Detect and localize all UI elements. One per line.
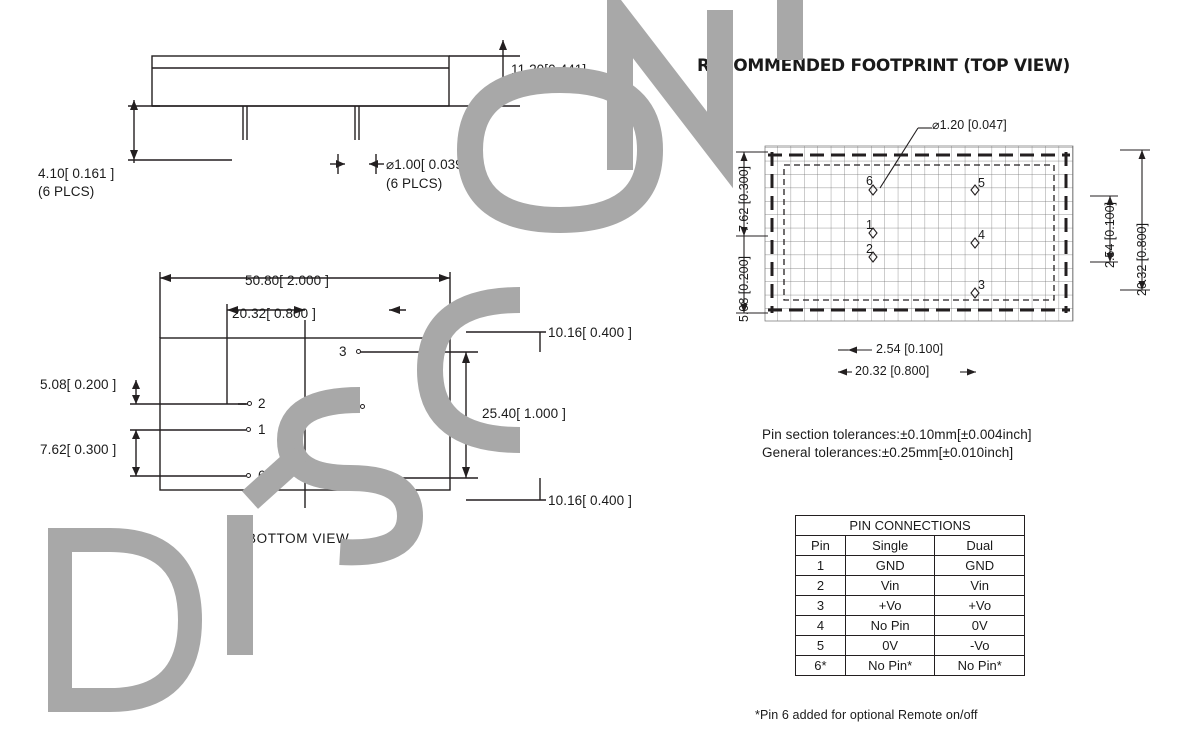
tolerance-line-1: Pin section tolerances:±0.10mm[±0.004inch] bbox=[762, 427, 1032, 442]
footprint-pad-label-6: 6 bbox=[866, 174, 874, 188]
side-view-height-dim: 11.20[0.441] bbox=[511, 62, 587, 77]
bottom-view-pin-label-5: 5 bbox=[334, 468, 342, 483]
footprint-pad-label-2: 2 bbox=[866, 242, 874, 256]
footprint-pad-label-4: 4 bbox=[978, 228, 986, 242]
single-cell: +Vo bbox=[845, 596, 935, 616]
bottom-view-bottom-offset-dim: 10.16[ 0.400 ] bbox=[548, 493, 632, 508]
dual-cell: 0V bbox=[935, 616, 1025, 636]
side-view-lead-length-dim: 4.10[ 0.161 ] bbox=[38, 166, 115, 181]
single-cell: No Pin* bbox=[845, 656, 935, 676]
single-cell: No Pin bbox=[845, 616, 935, 636]
pin-cell: 6* bbox=[796, 656, 846, 676]
pin-cell: 3 bbox=[796, 596, 846, 616]
single-cell: GND bbox=[845, 556, 935, 576]
bottom-view-pin-label-1: 1 bbox=[258, 422, 266, 437]
bottom-view-pin-label-3: 3 bbox=[339, 344, 347, 359]
bottom-view-inner-width-dim: 20.32[ 0.800 ] bbox=[232, 306, 316, 321]
pin-table-footnote: *Pin 6 added for optional Remote on/off bbox=[755, 708, 978, 722]
footprint-left-dim-bottom: 5.08 [0.200] bbox=[737, 255, 751, 322]
side-view-lead-diameter-value: 1.00[ 0.039 ] bbox=[394, 157, 471, 172]
table-row bbox=[796, 556, 1025, 576]
footprint-bottom-dim-inner: 2.54 [0.100] bbox=[876, 342, 944, 356]
footprint-bottom-dim-outer: 20.32 [0.800] bbox=[855, 364, 930, 378]
pin-table-title-row bbox=[796, 516, 1025, 536]
dual-cell: GND bbox=[935, 556, 1025, 576]
side-view-lead-diameter-note: (6 PLCS) bbox=[386, 176, 443, 191]
pin-cell: 2 bbox=[796, 576, 846, 596]
footprint-right-dim-bottom: 20.32 [0.800] bbox=[1135, 223, 1149, 296]
bottom-view-left-top-dim: 5.08[ 0.200 ] bbox=[40, 377, 117, 392]
tolerance-line-2: General tolerances:±0.25mm[±0.010inch] bbox=[762, 445, 1014, 460]
table-row bbox=[796, 656, 1025, 676]
dual-cell: -Vo bbox=[935, 636, 1025, 656]
bottom-view-label: BOTTOM VIEW bbox=[247, 531, 350, 546]
pin-table-title: PIN CONNECTIONS bbox=[796, 516, 1025, 536]
footprint-pad-label-5: 5 bbox=[978, 176, 986, 190]
side-view-lead-length-note: (6 PLCS) bbox=[38, 184, 95, 199]
dual-cell: No Pin* bbox=[935, 656, 1025, 676]
pin-table-header-row bbox=[796, 536, 1025, 556]
single-cell: Vin bbox=[845, 576, 935, 596]
bottom-view-top-offset-dim: 10.16[ 0.400 ] bbox=[548, 325, 632, 340]
pin-table-col-dual: Dual bbox=[935, 536, 1025, 556]
table-row bbox=[796, 576, 1025, 596]
footprint-hole-diameter-dim: ⌀1.20 [0.047] bbox=[932, 118, 1007, 132]
pin-cell: 1 bbox=[796, 556, 846, 576]
footprint-left-dim-top: 7.62 [0.300] bbox=[737, 165, 751, 232]
diameter-symbol-icon: ⌀ bbox=[386, 157, 395, 172]
footprint-pad-label-1: 1 bbox=[866, 218, 874, 232]
table-row bbox=[796, 636, 1025, 656]
bottom-view-pin-label-6: 6 bbox=[258, 468, 266, 483]
pin-cell: 5 bbox=[796, 636, 846, 656]
footprint-pad-label-3: 3 bbox=[978, 278, 986, 292]
pin-table-col-pin: Pin bbox=[796, 536, 846, 556]
single-cell: 0V bbox=[845, 636, 935, 656]
pin-table-col-single: Single bbox=[845, 536, 935, 556]
dual-cell: +Vo bbox=[935, 596, 1025, 616]
bottom-view-vertical-span-dim: 25.40[ 1.000 ] bbox=[482, 406, 566, 421]
dual-cell: Vin bbox=[935, 576, 1025, 596]
table-row bbox=[796, 616, 1025, 636]
bottom-view-width-dim: 50.80[ 2.000 ] bbox=[245, 273, 329, 288]
footprint-heading: RECOMMENDED FOOTPRINT (TOP VIEW) bbox=[697, 56, 1070, 76]
bottom-view-pin-label-4: 4 bbox=[341, 398, 349, 413]
bottom-view-pin-label-2: 2 bbox=[258, 396, 266, 411]
pin-connections-table bbox=[795, 515, 1025, 676]
table-row bbox=[796, 596, 1025, 616]
footprint-right-dim-top: 2.54 [0.100] bbox=[1103, 201, 1117, 268]
bottom-view-left-bottom-dim: 7.62[ 0.300 ] bbox=[40, 442, 117, 457]
pin-cell: 4 bbox=[796, 616, 846, 636]
